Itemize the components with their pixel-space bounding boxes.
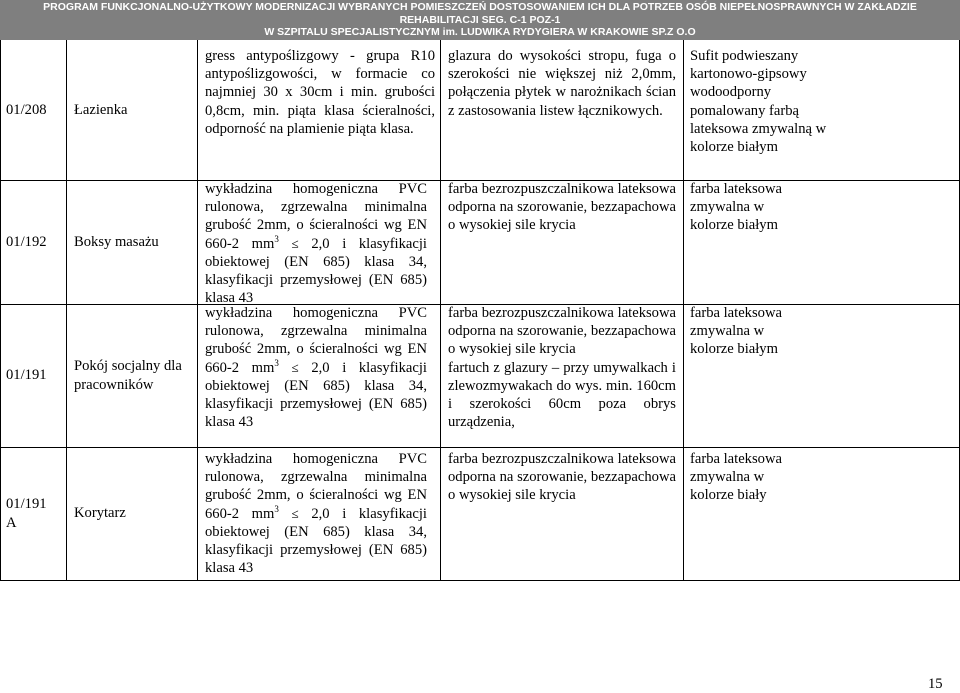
floor-finish-text: wykładzina homogeniczna PVC rulonowa, zgrzewalna minimalna grubość 2mm, o ścieralności wg EN 660-2 $mm^3 \le 2,0$ i klasyfikacji obiektowej (EN 685) klasa 34, klasyfikacji przemysłowej (EN 685) klasa 43 (205, 305, 427, 431)
room-code (6, 180, 64, 304)
room-name (74, 40, 194, 180)
room-name (74, 304, 196, 447)
header-line-3: W SZPITALU SPECJALISTYCZNYM im. LUDWIKA RYDYGIERA W KRAKOWIE SP.Z O.O (264, 26, 696, 38)
room-code-text: 01/208 (6, 101, 47, 118)
wall-finish (448, 304, 676, 431)
room-name-text: Łazienka (74, 101, 128, 118)
table-border (683, 40, 684, 580)
floor-finish (205, 180, 427, 307)
wall-finish-text: farba bezrozpuszczalnikowa lateksowa odporna na szorowanie, bezzapachowa o wysokiej sile krycia (448, 305, 676, 358)
header-line-2: REHABILITACJI SEG. C-1 POZ-1 (399, 13, 561, 26)
floor-finish (205, 47, 435, 138)
header-line-1: PROGRAM FUNKCJONALNO-UŻYTKOWY MODERNIZACJI WYBRANYCH POMIESZCZEŃ DOSTOSOWANIEM ICH DLA POTRZEB OSÓB NIEPEŁNOSPRAWNYCH W ZAKŁADZIE (43, 1, 917, 13)
table-border (0, 580, 960, 581)
wall-apron-text: fartuch z glazury – przy umywalkach i zlewozmywakach do wys. min. 160cm i szerokości 60cm poza obrys urządzenia, (448, 359, 676, 431)
wall-finish (448, 47, 676, 120)
room-code-text: 01/192 (6, 233, 47, 250)
room-code (6, 40, 64, 180)
room-name (74, 447, 194, 580)
room-name-text: Korytarz (74, 505, 126, 522)
floor-finish-text: wykładzina homogeniczna PVC rulonowa, zgrzewalna minimalna grubość 2mm, o ścieralności wg EN 660-2 $mm^3 \le 2,0$ i klasyfikacji obiektowej (EN 685) klasa 34, klasyfikacji przemysłowej (EN 685) klasa 43 (205, 451, 427, 577)
room-name-text: Pokój socjalny dla pracowników (74, 358, 182, 393)
floor-finish (205, 450, 427, 577)
room-name (74, 180, 194, 304)
ceiling-finish-text: Sufit podwieszany kartonowo-gipsowy wodoodporny pomalowany farbą lateksowa zmywalną w kolorze białym (690, 48, 827, 156)
wall-finish-text: farba bezrozpuszczalnikowa lateksowa odporna na szorowanie, bezzapachowa o wysokiej sile krycia (448, 181, 676, 234)
room-code (6, 304, 64, 447)
room-name-text: Boksy masażu (74, 233, 159, 250)
wall-finish (448, 180, 676, 235)
table-border (66, 40, 67, 580)
page-number: 15 (928, 676, 943, 692)
wall-finish-text: farba bezrozpuszczalnikowa lateksowa odporna na szorowanie, bezzapachowa o wysokiej sile krycia (448, 451, 676, 504)
ceiling-finish-text: farba lateksowa zmywalna w kolorze biały (690, 451, 782, 504)
ceiling-finish (690, 450, 810, 505)
ceiling-finish (690, 304, 810, 359)
ceiling-finish (690, 180, 810, 235)
room-code (6, 447, 56, 580)
floor-finish (205, 304, 427, 431)
ceiling-finish-text: farba lateksowa zmywalna w kolorze białym (690, 181, 782, 234)
floor-finish-text: gress antypoślizgowy - grupa R10 antypoślizgowości, w formacie co najmniej 30 x 30cm i min. grubości 0,8cm, min. piąta klasa ścieralności, odporność na plamienie piąta klasa. (205, 48, 435, 137)
ceiling-finish (690, 47, 828, 156)
room-code-text: 01/191 A (6, 496, 47, 531)
wall-finish-text: glazura do wysokości stropu, fuga o szerokości nie większej niż 2,0mm, połączenia płytek w narożnikach ścian z zastosowania listew łącznikowych. (448, 48, 676, 119)
wall-finish (448, 450, 676, 505)
table-border (0, 40, 1, 580)
floor-finish-text: wykładzina homogeniczna PVC rulonowa, zgrzewalna minimalna grubość 2mm, o ścieralności wg EN 660-2 $mm^3 \le 2,0$ i klasyfikacji obiektowej (EN 685) klasa 34, klasyfikacji przemysłowej (EN 685) klasa 43 (205, 181, 427, 307)
room-code-text: 01/191 (6, 367, 47, 384)
table-border (440, 40, 441, 580)
table-border (197, 40, 198, 580)
ceiling-finish-text: farba lateksowa zmywalna w kolorze białym (690, 305, 782, 358)
